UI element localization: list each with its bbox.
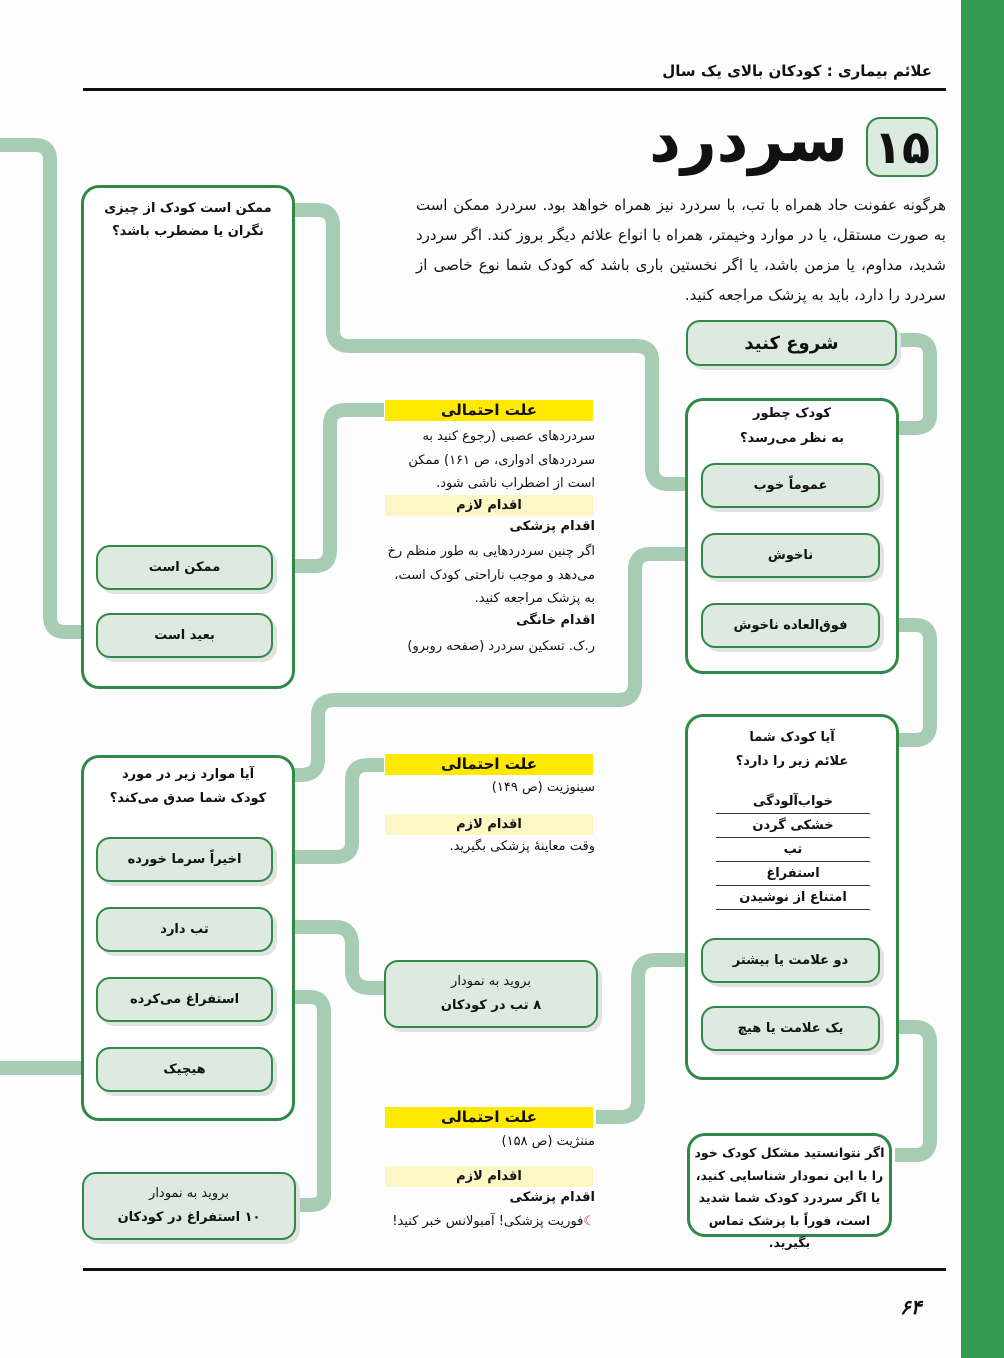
symptom-list [716,790,870,910]
cause1-home-text: ر.ک. تسکین سردرد (صفحه روبرو) [407,639,595,654]
option-two-or-more-button[interactable]: دو علامت یا بیشتر [701,938,880,983]
cause2-text: سینوزیت (ص ۱۴۹) [491,780,595,795]
start-button[interactable]: شروع کنید [686,320,897,366]
anxiety-question-line1: ممکن است کودک از چیزی [104,201,272,216]
cause3-medical-label: اقدام پزشکی [509,1190,595,1205]
footer-rule [83,1268,946,1271]
goto-vomiting-chart-link[interactable] [82,1172,296,1240]
option-unwell-button[interactable]: ناخوش [701,533,880,578]
page-title: سردرد [649,103,848,176]
symptom-item: استفراغ [716,862,870,886]
symptom-item: خشکی گردن [716,814,870,838]
consult-doctor-note: اگر نتوانستید مشکل کودک خود را با این نمودار شناسایی کنید، یا اگر سردرد کودک شما شدید است، فوراً با پزشک تماس بگیرید. [687,1133,892,1237]
goto-fever-line1: بروید به نمودار [451,974,531,989]
option-vomiting-button[interactable]: استفراغ می‌کرده [96,977,273,1022]
option-generally-well-button[interactable]: عموماً خوب [701,463,880,508]
conditions-question-line2: کودک شما صدق می‌کند؟ [109,791,267,806]
cause3-action-heading: اقدام لازم [385,1166,593,1187]
goto-fever-chart-link[interactable] [384,960,598,1028]
option-unlikely-button[interactable]: بعید است [96,613,273,658]
cause2-action-heading: اقدام لازم [385,814,593,835]
goto-fever-line2: ۸ تب در کودکان [440,998,542,1013]
intro-paragraph: هرگونه عفونت حاد همراه با تب، با سردرد نیز همراه خواهد بود. سردرد ممکن است به صورت مستقل، یا در موارد وخیمتر، همراه با انواع علائم دیگر بروز کند. اگر سردرد شدید، مداوم، یا مزمن باشد، یا اگر نخستین باری باشد که کودک شما نوع خاصی از سردرد را دارد، باید به پزشک مراجعه کنید. [416,196,946,304]
cause1-medical-text: اگر چنین سردردهایی به طور منظم رخ می‌دهد و موجب ناراحتی کودک است، به پزشک مراجعه کنید. [387,544,595,606]
appearance-question-line2: به نظر می‌رسد؟ [740,431,844,446]
symptom-item: خواب‌آلودگی [716,790,870,814]
conditions-question-line1: آیا موارد زیر در مورد [121,767,255,782]
appearance-question-line1: کودک چطور [753,406,831,421]
option-has-fever-button[interactable]: تب دارد [96,907,273,952]
option-possible-button[interactable]: ممکن است [96,545,273,590]
option-very-unwell-button[interactable]: فوق‌العاده ناخوش [701,603,880,648]
connector-fever-goto [282,927,384,988]
symptoms-question-line2: علائم زیر را دارد؟ [735,754,849,769]
chapter-number-badge: ۱۵ [866,117,938,177]
cause2-heading: علت احتمالی [385,754,593,775]
symptom-item: امتناع از نوشیدن [716,886,870,910]
option-one-or-none-button[interactable]: یک علامت یا هیچ [701,1006,880,1051]
goto-vomiting-line1: بروید به نمودار [149,1186,229,1201]
option-recent-cold-button[interactable]: اخیراً سرما خورده [96,837,273,882]
section-title: علائم بیماری : کودکان بالای یک سال [662,62,932,80]
cause1-action-heading: اقدام لازم [385,495,593,516]
symptoms-question-line1: آیا کودک شما [749,730,835,745]
cause1-medical-label: اقدام پزشکی [509,519,595,534]
cause1-text: سردردهای عصبی (رجوع کنید به سردردهای ادواری، ص ۱۶۱) ممکن است از اضطراب ناشی شود. [408,429,595,491]
anxiety-question-line2: نگران یا مضطرب باشد؟ [112,224,264,239]
symptom-item: تب [716,838,870,862]
page-number: ۶۴ [900,1295,922,1319]
cause1-heading: علت احتمالی [385,400,593,421]
cause1-home-label: اقدام خانگی [516,613,595,628]
cause3-heading: علت احتمالی [385,1107,593,1128]
connector-possible-cause1 [282,410,384,566]
option-none-button[interactable]: هیچیک [96,1047,273,1092]
goto-vomiting-line2: ۱۰ استفراغ در کودکان [117,1210,261,1225]
cause3-medical-text: فوریت پزشکی! آمبولانس خبر کنید! [392,1214,584,1229]
cause2-action-text: وقت معاینهٔ پزشکی بگیرید. [449,839,595,854]
cause3-text: مننژیت (ص ۱۵۸) [501,1134,595,1149]
crescent-emergency-icon: ☾ [583,1214,595,1229]
cause3-medical [385,1210,595,1234]
